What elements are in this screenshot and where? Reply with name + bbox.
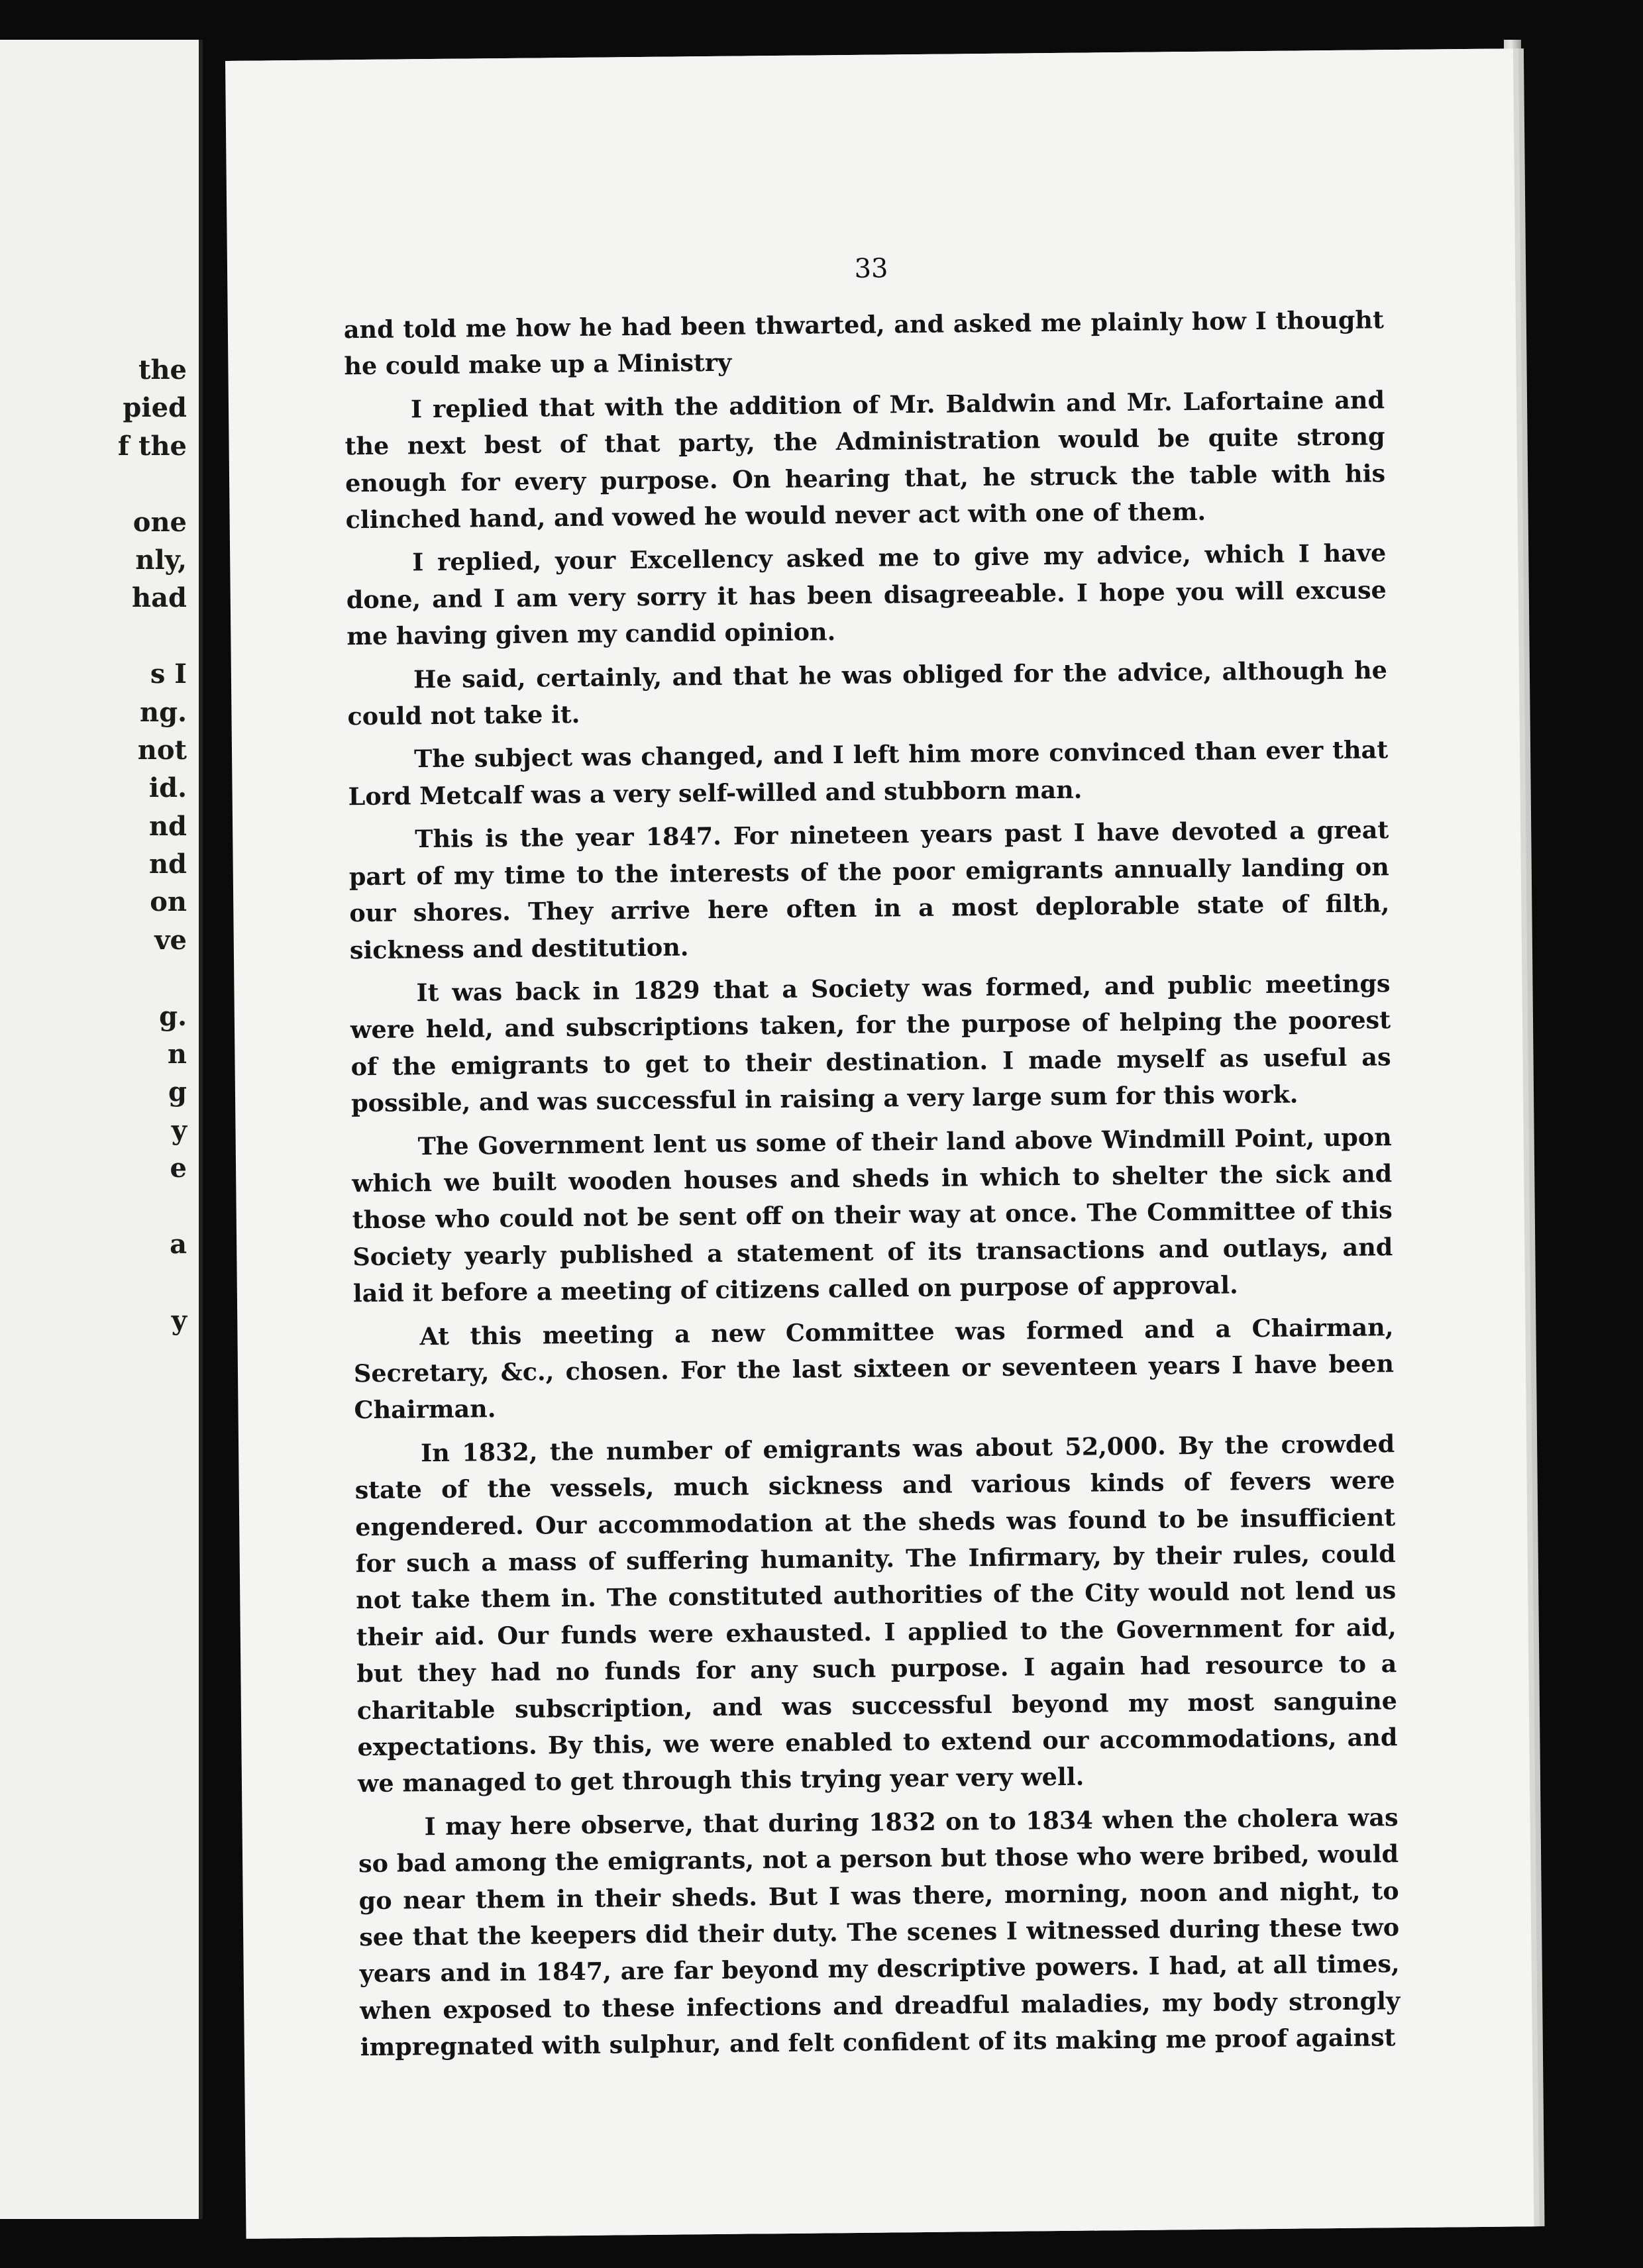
left-fragment: not [137,734,187,766]
left-facing-page [0,40,203,2219]
left-fragment: had [132,582,187,614]
paragraph: This is the year 1847. For nineteen years past I have devoted a great part of my time to the interests of the poor emigrants annually landing on our shores. They arrive here often in a most deplorable state of filth, sickness and destitution. [348,815,1390,964]
book-page [225,48,1534,2239]
left-fragment: pied [123,392,187,424]
paragraph: I replied, your Excellency asked me to give my advice, which I have done, and I am very sorry it has been disagreeable. I hope you will excuse me having given my candid opinion. [346,539,1387,651]
left-fragment: g [168,1076,187,1108]
paragraph: I replied that with the addition of Mr. Baldwin and Mr. Lafortaine and the next best of that party, the Administration would be quite strong enough for every purpose. On hearing that, he struck the table with his clinched hand, and vowed he would never act with one of them. [344,386,1386,535]
left-fragment: ve [154,924,187,956]
left-fragment [118,465,187,503]
paragraph: I may here observe, that during 1832 on to 1834 when the cholera was so bad among the emigrants, not a person but those who were bribed, would go near them in their sheds. But I was there, morning, noon and night, to see that the keepers did their duty. The scenes I witnessed during these two years and in 1847, are far beyond my descriptive powers. I had, at all times, when exposed to these infections and dreadful maladies, my body strongly impregnated with sulphur, and felt confident of its making me proof against [358,1802,1401,2062]
left-fragment: y [171,1304,187,1336]
paragraph: The Government lent us some of their land above Windmill Point, upon which we built wooden houses and sheds in which to shelter the sick and those who could not be sent off on their way at once. The Committee of this Society yearly published a statement of its transactions and outlays, and laid it before a meeting of citizens called on purpose of approval. [352,1122,1393,1308]
left-fragment: ng. [140,696,187,728]
left-fragment: on [150,886,187,918]
left-fragment [118,1263,187,1301]
left-fragment: e [170,1153,187,1184]
left-fragment: id. [148,772,187,804]
paragraph: It was back in 1829 that a Society was formed, and public meetings were held, and subscriptions taken, for the purpose of helping the poorest of the emigrants to get to their destination. I made myself as useful as possible, and was successful in raising a very large sum for this work. [350,969,1391,1118]
left-fragment: a [170,1228,187,1260]
left-fragment: nly, [135,544,187,576]
left-fragment [118,959,187,997]
paragraph: and told me how he had been thwarted, and asked me plainly how I thought he could make up a Ministry [343,305,1385,381]
paragraph: The subject was changed, and I left him more convinced than ever that Lord Metcalf was a very self-willed and stubborn man. [348,735,1389,811]
paragraph: At this meeting a new Committee was formed and a Chairman, Secretary, &c., chosen. For the last sixteen or seventeen years I have been Chairman. [353,1312,1395,1425]
left-fragment: n [167,1039,187,1070]
left-fragment: nd [148,810,187,842]
left-page-text-fragments [118,351,187,1339]
paragraph: In 1832, the number of emigrants was about 52,000. By the crowded state of the vessels, much sickness and various kinds of fevers were engendered. Our accommodation at the sheds was found to be insufficient for such a mass of suffering humanity. The Infirmary, by their rules, could not take them in. The constituted authorities of the City would not lend us their aid. Our funds were exhausted. I applied to the Government for aid, but they had no funds for any such purpose. I again had resource to a charitable subscription, and was successful beyond my most sanguine expectations. By this, we were enabled to extend our accommodations, and we managed to get through this trying year very well. [354,1429,1398,1798]
left-fragment: g. [159,1000,187,1032]
left-fragment: the [138,354,187,386]
page-number: 33 [854,253,888,284]
left-fragment: s I [150,658,187,690]
left-fragment [118,1188,187,1225]
paragraph: He said, certainly, and that he was obliged for the advice, although he could not take it. [347,655,1388,731]
left-fragment: f the [117,430,187,462]
body-text [344,301,1401,2073]
left-fragment: nd [148,849,187,880]
left-fragment [118,617,187,655]
left-fragment: one [132,506,187,538]
left-fragment: y [171,1114,187,1146]
